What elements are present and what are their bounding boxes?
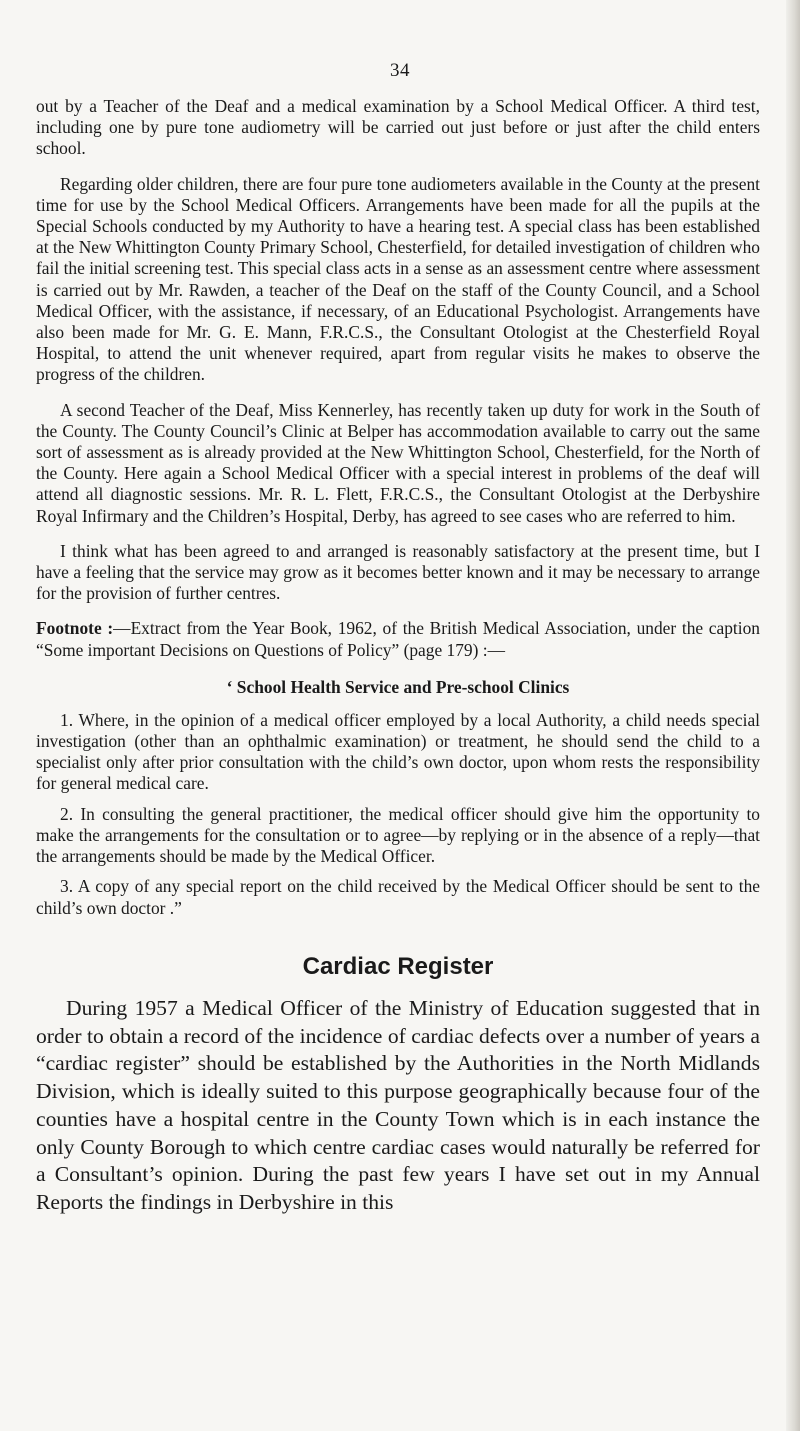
page-number: 34 bbox=[390, 60, 410, 81]
paragraph-conclusion: I think what has been agreed to and arranged is reasonably satisfactory at the present time, but I have a feeling that the service may grow as it becomes better known and it may be necessary to arrange for the provision of further centres. bbox=[36, 540, 760, 604]
quote-item-2: 2. In consulting the general practitioner, the medical officer should give him the opportunity to make the arrangements for the consultation or to agree—by replying or in the absence of a reply—that the arrangements should be made by the Medical Officer. bbox=[36, 803, 760, 867]
quote-heading: ‘ School Health Service and Pre-school Clinics bbox=[226, 676, 570, 697]
footnote bbox=[36, 618, 760, 660]
section-title-cardiac-register: Cardiac Register bbox=[302, 952, 494, 980]
quote-item-3: 3. A copy of any special report on the child received by the Medical Officer should be sent to the child’s own doctor .” bbox=[36, 876, 760, 918]
paragraph-cardiac-register: During 1957 a Medical Officer of the Ministry of Education suggested that in order to obtain a record of the incidence of cardiac defects over a number of years a “cardiac register” should be established by the Authorities in the North Midlands Division, which is ideally suited to this purpose geographically because four of the counties have a hospital centre in the County Town which is in each instance the only County Borough to which centre cardiac cases would naturally be referred for a Consultant’s opinion. During the past few years I have set out in my Annual Reports the findings in Derbyshire in this bbox=[36, 995, 760, 1215]
footnote-text: —Extract from the Year Book, 1962, of the British Medical Association, under the caption “Some important Decisions on Questions of Policy” (page 179) :— bbox=[36, 618, 760, 660]
footnote-label: Footnote : bbox=[36, 618, 114, 639]
quote-item-1: 1. Where, in the opinion of a medical officer employed by a local Authority, a child needs special investigation (other than an ophthalmic examination) or treatment, he should send the child to a specialist only after prior consultation with the child’s own doctor, upon whom rests the responsibility for general medical care. bbox=[36, 709, 760, 794]
document-body bbox=[36, 96, 760, 1217]
paragraph-hearing-tests-continued: out by a Teacher of the Deaf and a medical examination by a School Medical Officer. A third test, including one by pure tone audiometry will be carried out just before or just after the child enters school. bbox=[36, 96, 760, 159]
paragraph-older-children: Regarding older children, there are four pure tone audiometers available in the County at the present time for use by the School Medical Officers. Arrangements have been made for all the pupils at the Special Schools conducted by my Authority to have a hearing test. A special class has been established at the New Whittington County Primary School, Chesterfield, for detailed investigation of children who fail the initial screening test. This special class acts in a sense as an assessment centre where assessment is carried out by Mr. Rawden, a teacher of the Deaf on the staff of the County Council, and a School Medical Officer, with the assistance, if necessary, of an Educational Psychologist. Arrangements have also been made for Mr. G. E. Mann, F.R.C.S., the Consultant Otologist at the Chesterfield Royal Hospital, to attend the unit whenever required, apart from regular visits he makes to observe the progress of the children. bbox=[36, 173, 760, 385]
paragraph-second-teacher: A second Teacher of the Deaf, Miss Kennerley, has recently taken up duty for work in the South of the County. The County Council’s Clinic at Belper has accommodation available to carry out the same sort of assessment as is already provided at the New Whittington School, Chesterfield, for the North of the County. Here again a School Medical Officer with a special interest in problems of the deaf will attend all diagnostic sessions. Mr. R. L. Flett, F.R.C.S., the Consultant Otologist at the Derbyshire Royal Infirmary and the Children’s Hospital, Derby, has agreed to see cases who are referred to him. bbox=[36, 399, 760, 526]
page-edge-shadow bbox=[786, 0, 800, 1431]
